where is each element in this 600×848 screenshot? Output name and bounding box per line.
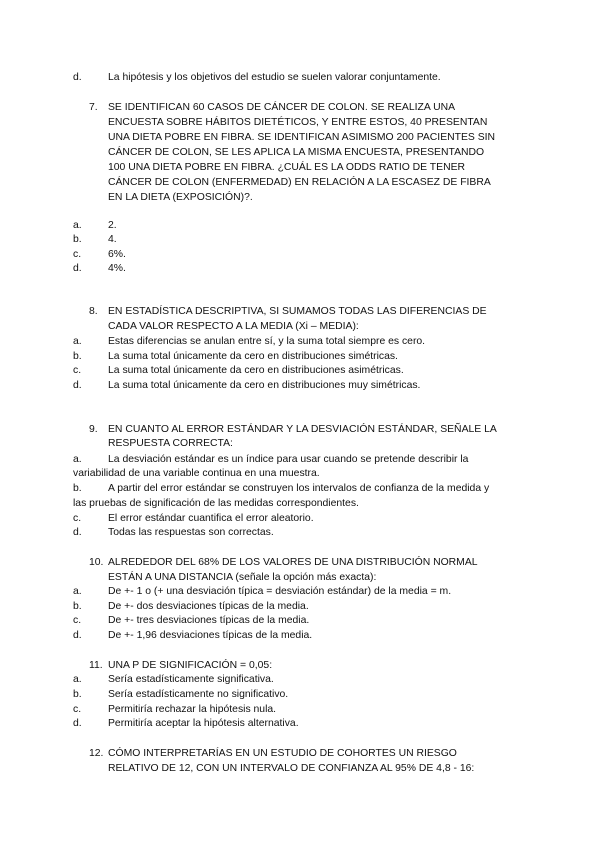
option-text: De +- tres desviaciones típicas de la media. bbox=[108, 615, 310, 626]
option-text: La suma total únicamente da cero en distribuciones simétricas. bbox=[108, 351, 398, 362]
option-text: La suma total únicamente da cero en distribuciones asimétricas. bbox=[108, 365, 404, 376]
option-text: La hipótesis y los objetivos del estudio se suelen valorar conjuntamente. bbox=[108, 72, 441, 83]
option-letter: d. bbox=[73, 263, 82, 274]
question-number: 12. bbox=[89, 748, 104, 759]
option-letter: c. bbox=[73, 249, 82, 260]
option-text: Permitiría aceptar la hipótesis alternativa. bbox=[108, 718, 299, 729]
option-letter: c. bbox=[73, 365, 82, 376]
question-text-line: ESTÁN A UNA DISTANCIA (señale la opción más exacta): bbox=[108, 572, 377, 583]
option-text: 4. bbox=[108, 234, 117, 245]
option-text: De +- 1,96 desviaciones típicas de la media. bbox=[108, 630, 313, 641]
option-text: El error estándar cuantifica el error aleatorio. bbox=[108, 513, 314, 524]
question-text-line: RESPUESTA CORRECTA: bbox=[108, 438, 233, 449]
question-text-line: SE IDENTIFICAN 60 CASOS DE CÁNCER DE COLON. SE REALIZA UNA bbox=[108, 102, 456, 113]
option-letter: b. bbox=[73, 234, 82, 245]
option-letter: b. bbox=[73, 483, 82, 494]
option-text-continuation: las pruebas de significación de las medidas correspondientes. bbox=[73, 498, 359, 509]
question-text-line: 100 UNA DIETA POBRE EN FIBRA. ¿CUÁL ES LA ODDS RATIO DE TENER bbox=[108, 162, 466, 173]
option-text: La desviación estándar es un índice para usar cuando se pretende describir la bbox=[108, 454, 469, 465]
option-letter: b. bbox=[73, 689, 82, 700]
option-text: Estas diferencias se anulan entre sí, y la suma total siempre es cero. bbox=[108, 336, 426, 347]
option-text: Todas las respuestas son correctas. bbox=[108, 527, 274, 538]
question-text-line: EN LA DIETA (EXPOSICIÓN)?. bbox=[108, 192, 253, 203]
option-letter: b. bbox=[73, 601, 82, 612]
option-text: A partir del error estándar se construyen los intervalos de confianza de la medida y bbox=[108, 483, 490, 494]
option-text-continuation: variabilidad de una variable continua en una muestra. bbox=[73, 468, 320, 479]
option-letter: a. bbox=[73, 220, 82, 231]
option-text: De +- 1 o (+ una desviación típica = desviación estándar) de la media = m. bbox=[108, 586, 452, 597]
option-text: 4%. bbox=[108, 263, 126, 274]
option-letter: c. bbox=[73, 704, 82, 715]
option-text: La suma total únicamente da cero en distribuciones muy simétricas. bbox=[108, 380, 421, 391]
option-text: Sería estadísticamente no significativo. bbox=[108, 689, 289, 700]
question-number: 10. bbox=[89, 557, 104, 568]
option-letter: a. bbox=[73, 454, 82, 465]
option-letter: d. bbox=[73, 718, 82, 729]
option-letter: a. bbox=[73, 586, 82, 597]
option-text: Sería estadísticamente significativa. bbox=[108, 674, 274, 685]
question-text-line: UNA DIETA POBRE EN FIBRA. SE IDENTIFICAN ASIMISMO 200 PACIENTES SIN bbox=[108, 132, 496, 143]
option-letter: c. bbox=[73, 615, 82, 626]
question-number: 9. bbox=[89, 424, 98, 435]
option-letter: d. bbox=[73, 72, 82, 83]
option-letter: a. bbox=[73, 336, 82, 347]
question-text-line: EN ESTADÍSTICA DESCRIPTIVA, SI SUMAMOS TODAS LAS DIFERENCIAS DE bbox=[108, 306, 487, 317]
option-letter: b. bbox=[73, 351, 82, 362]
question-text-line: EN CUANTO AL ERROR ESTÁNDAR Y LA DESVIACIÓN ESTÁNDAR, SEÑALE LA bbox=[108, 424, 497, 435]
question-number: 7. bbox=[89, 102, 98, 113]
question-number: 8. bbox=[89, 306, 98, 317]
option-text: 2. bbox=[108, 220, 117, 231]
question-text-line: UNA P DE SIGNIFICACIÓN = 0,05: bbox=[108, 660, 273, 671]
question-text-line: CÁNCER DE COLON (ENFERMEDAD) EN RELACIÓN A LA ESCASEZ DE FIBRA bbox=[108, 177, 491, 188]
option-text: De +- dos desviaciones típicas de la media. bbox=[108, 601, 309, 612]
option-letter: d. bbox=[73, 630, 82, 641]
option-letter: c. bbox=[73, 513, 82, 524]
option-text: Permitiría rechazar la hipótesis nula. bbox=[108, 704, 277, 715]
option-text: 6%. bbox=[108, 249, 126, 260]
question-text-line: RELATIVO DE 12, CON UN INTERVALO DE CONFIANZA AL 95% DE 4,8 - 16: bbox=[108, 763, 475, 774]
option-letter: a. bbox=[73, 674, 82, 685]
option-letter: d. bbox=[73, 380, 82, 391]
question-text-line: CÓMO INTERPRETARÍAS EN UN ESTUDIO DE COHORTES UN RIESGO bbox=[108, 748, 457, 759]
question-text-line: CADA VALOR RESPECTO A LA MEDIA (Xi – MEDIA): bbox=[108, 321, 359, 332]
question-number: 11. bbox=[89, 660, 103, 671]
question-text-line: ENCUESTA SOBRE HÁBITOS DIETÉTICOS, Y ENTRE ESTOS, 40 PRESENTAN bbox=[108, 117, 488, 128]
question-text-line: ALREDEDOR DEL 68% DE LOS VALORES DE UNA DISTRIBUCIÓN NORMAL bbox=[108, 557, 478, 568]
option-letter: d. bbox=[73, 527, 82, 538]
question-text-line: CÁNCER DE COLON, SE LES APLICA LA MISMA ENCUESTA, PRESENTANDO bbox=[108, 147, 485, 158]
